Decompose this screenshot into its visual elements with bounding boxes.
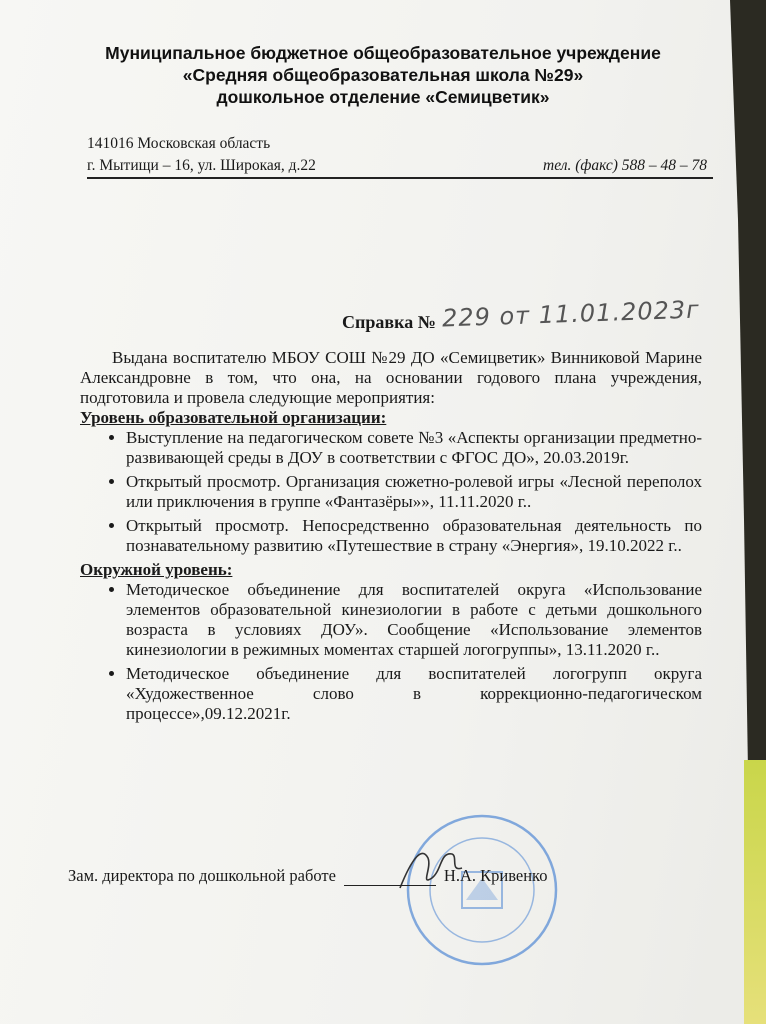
signer-position: Зам. директора по дошкольной работе [68, 866, 336, 885]
district-events-list [80, 580, 702, 724]
handwritten-number-date: 229 от 11.01.2023г [441, 295, 701, 333]
phone-fax: тел. (факс) 588 – 48 – 78 [543, 157, 707, 174]
list-item: • Открытый просмотр. Непосредственно образовательная деятельность по познавательному развитию «Путешествие в страну «Энергия», 19.10.2022 г.. [126, 516, 702, 556]
institution-header [0, 42, 766, 108]
list-item: • Методическое объединение для воспитателей логогрупп округа «Художественное слово в коррекционно-педагогическом процессе»,09.12.2021г. [126, 664, 702, 724]
header-line-2: «Средняя общеобразовательная школа №29» [182, 65, 584, 85]
section-heading-org: Уровень образовательной организации: [80, 408, 387, 427]
list-item: • Методическое объединение для воспитателей округа «Использование элементов образовательной кинезиологии в работе с детьми дошкольного возраста в условиях ДОУ». Сообщение «Использование элементов кинезиологии в режимных моментах старшей логогруппы», 13.11.2020 г.. [126, 580, 702, 660]
address-line-2: г. Мытищи – 16, ул. Широкая, д.22 [87, 157, 316, 174]
list-item: • Выступление на педагогическом совете №3 «Аспекты организации предметно-развивающей среды в ДОУ в соответствии с ФГОС ДО», 20.03.2019г. [126, 428, 702, 468]
certificate-title: Справка № [342, 312, 436, 332]
signature-line [68, 866, 548, 886]
address-line-1: 141016 Московская область [87, 135, 271, 152]
header-line-3: дошкольное отделение «Семицветик» [216, 87, 550, 107]
background-edge [744, 760, 766, 1024]
intro-paragraph: Выдана воспитателю МБОУ СОШ №29 ДО «Семицветик» Винниковой Марине Александровне в том, что она, на основании годового плана учреждения, подготовила и провела следующие мероприятия: [80, 348, 702, 407]
signer-name: Н.А. Кривенко [443, 866, 548, 885]
header-divider [87, 177, 713, 179]
org-events-list [80, 428, 702, 556]
signature-blank [344, 869, 436, 886]
list-item: • Открытый просмотр. Организация сюжетно-ролевой игры «Лесной переполох или приключения в группе «Фантазёры»», 11.11.2020 г.. [126, 472, 702, 512]
address-block [87, 133, 713, 177]
certificate-body [80, 348, 702, 728]
header-line-1: Муниципальное бюджетное общеобразовательное учреждение [105, 43, 661, 63]
section-heading-district: Окружной уровень: [80, 560, 233, 579]
